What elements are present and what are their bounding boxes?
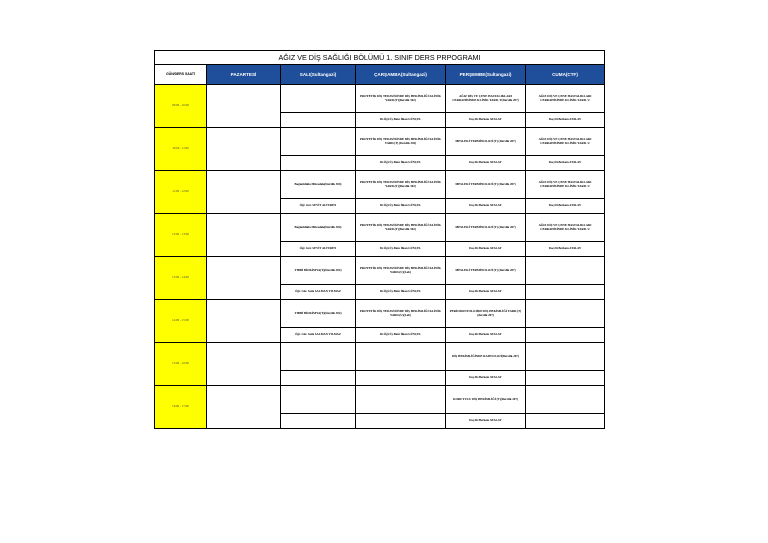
time-slot: 15:00 - 16:00 (155, 343, 207, 386)
instructor-cell: Doç.Dr.Berkem ATALAY (446, 285, 526, 300)
instructor-cell: Doç.Dr.Berkem ATALAY (446, 414, 526, 429)
monday-cell (207, 343, 281, 386)
time-slot: 09:00 - 10:00 (155, 85, 207, 128)
instructor-cell: Dr.Öğr.Üy.Batu İlkan GÜNÇEL (356, 328, 446, 343)
monday-cell (207, 257, 281, 300)
instructor-cell: Doç.Dr.Berkem ATALAY (446, 199, 526, 214)
header-row (155, 65, 605, 85)
header-thursday: PERŞEMBE(Sultangazi) (446, 65, 526, 85)
header-time: GÜN/DERS SAATİ (155, 65, 207, 85)
monday-cell (207, 386, 281, 429)
course-cell (356, 343, 446, 371)
table-row (155, 257, 605, 285)
header-tuesday: SALI(Sultangazi) (281, 65, 356, 85)
course-cell (281, 128, 356, 156)
instructor-cell (356, 414, 446, 429)
course-cell (526, 386, 605, 414)
course-cell: PROTETİK DİŞ TEDAVİSİNDE DİŞ HEKİMLİĞİ KLİNİK YARD.(T)(Derslik 302) (356, 171, 446, 199)
instructor-cell: Doç.Dr.Berkem ATALAY (526, 156, 605, 171)
course-cell (281, 343, 356, 371)
table-row (155, 386, 605, 414)
course-cell: AĞIZ DİŞ VE ÇENE HASTALIKLARI CERRAHİSİNDE KLİNİK YARD. U (526, 214, 605, 242)
time-slot: 16:00 - 17:00 (155, 386, 207, 429)
header-monday: PAZARTESİ (207, 65, 281, 85)
course-cell (526, 257, 605, 285)
instructor-cell (526, 371, 605, 386)
instructor-cell (526, 328, 605, 343)
page-title: AĞIZ VE DİŞ SAĞLIĞI BÖLÜMÜ 1. SINIF DERS PRPOGRAMI (155, 51, 605, 65)
course-cell: Bağımlılıkla Mücadele(Derslik 304) (281, 214, 356, 242)
instructor-cell: Doç.Dr.Berkem ATALAY (446, 328, 526, 343)
course-cell: AĞIZ DİŞ VE ÇENE HASTALIKLARI CERRAHİSİNDE KLİNİK YARD. T(Derslik 207) (446, 85, 526, 113)
table-row (155, 128, 605, 156)
instructor-cell (526, 285, 605, 300)
instructor-cell (281, 156, 356, 171)
instructor-cell: Dr.Öğr.Üy.Batu İlkan GÜNÇEL (356, 156, 446, 171)
instructor-cell: Doç.Dr.Berkem ATALAY (526, 199, 605, 214)
table-row (155, 214, 605, 242)
course-cell: MESLEKİ TERMİNOLOJİ (T) (Derslik 207) (446, 128, 526, 156)
instructor-cell: Doç.Dr.Berkem ATALAY (446, 113, 526, 128)
table-row (155, 300, 605, 328)
monday-cell (207, 214, 281, 257)
monday-cell (207, 128, 281, 171)
instructor-cell: Dr.Öğr.Üy.Batu İlkan GÜNÇEL (356, 242, 446, 257)
monday-cell (207, 171, 281, 214)
table-row (155, 343, 605, 371)
course-cell: KORUYUCU DİŞ HEKİMLİĞİ (T)(Derslik 207) (446, 386, 526, 414)
course-cell (526, 300, 605, 328)
table-row (155, 85, 605, 113)
course-cell: TIBBİ BİOKİMYA(T)(Derslik 304) (281, 300, 356, 328)
time-slot: 10:00 - 11:00 (155, 128, 207, 171)
instructor-cell: Dr.Öğr.Üy.Batu İlkan GÜNÇEL (356, 285, 446, 300)
time-slot: 13:00 - 14:00 (155, 257, 207, 300)
course-cell: PROTETİK DİŞ TEDAVİSİNDE DİŞ HEKİMLİĞİ KLİNİK YARD.(T)(Derslik 302) (356, 85, 446, 113)
instructor-cell (356, 371, 446, 386)
instructor-cell: Öğr. Gör. Seda SALMAN YILMAZ (281, 328, 356, 343)
time-slot: 11:00 - 12:00 (155, 171, 207, 214)
monday-cell (207, 300, 281, 343)
course-cell: MESLEKİ TERMİNOLOJİ (T) (Derslik 207) (446, 214, 526, 242)
instructor-cell: Doç.Dr.Berkem ATALAY (446, 156, 526, 171)
instructor-cell: Doç.Dr.Berkem ATALAY (446, 371, 526, 386)
time-slot: 14:00 - 15:00 (155, 300, 207, 343)
header-friday: CUMA(CTF) (526, 65, 605, 85)
course-cell: PROTETİK DİŞ TEDAVİSİNDE DİŞ HEKİMLİĞİ KLİNİK YARD.(U)(Lab) (356, 257, 446, 285)
instructor-cell: Dr.Öğr.Üy.Batu İlkan GÜNÇEL (356, 113, 446, 128)
instructor-cell (281, 371, 356, 386)
time-slot: 12:00 - 13:00 (155, 214, 207, 257)
instructor-cell: Öğr. Gör. Seda SALMAN YILMAZ (281, 285, 356, 300)
course-cell: PERİODONTOLOJİDE DİŞ HEKİMLİĞİ YARD.(T) (derslik 207) (446, 300, 526, 328)
course-cell: PROTETİK DİŞ TEDAVİSİNDE DİŞ HEKİMLİĞİ KLİNİK YARD.(U)(Lab) (356, 300, 446, 328)
instructor-cell: Öğr. Gör. SEVİT ALTUREN (281, 199, 356, 214)
course-cell: Bağımlılıkla Mücadele(Derslik 304) (281, 171, 356, 199)
course-cell (281, 85, 356, 113)
course-cell (281, 386, 356, 414)
instructor-cell: Öğr. Gör. SEVİT ALTUREN (281, 242, 356, 257)
instructor-cell: Dr.Öğr.Üy.Batu İlkan GÜNÇEL (356, 199, 446, 214)
instructor-cell (281, 414, 356, 429)
course-cell (356, 386, 446, 414)
course-cell: PROTETİK DİŞ TEDAVİSİNDE DİŞ HEKİMLİĞİ KLİNİK YARD.(T)(Derslik 302) (356, 214, 446, 242)
header-wednesday: ÇARŞAMBA(Sultangazi) (356, 65, 446, 85)
table-row (155, 171, 605, 199)
course-cell (526, 343, 605, 371)
course-cell: DİŞ HEKİMLİĞİNDE RADYOLOJİ(Derslik 207) (446, 343, 526, 371)
course-cell: PROTETİK DİŞ TEDAVİSİNDE DİŞ HEKİMLİĞİ KLİNİK YARD.(T) (Derslik 302) (356, 128, 446, 156)
course-cell: TIBBİ BİOKİMYA(T)(Derslik 304) (281, 257, 356, 285)
instructor-cell (281, 113, 356, 128)
instructor-cell (526, 414, 605, 429)
course-cell: MESLEKİ TERMİNOLOJİ (T) (Derslik 207) (446, 257, 526, 285)
instructor-cell: Doç.Dr.Berkem ATALAY (526, 242, 605, 257)
schedule-table (154, 50, 605, 429)
monday-cell (207, 85, 281, 128)
instructor-cell: Doç.Dr.Berkem ATALAY (526, 113, 605, 128)
course-cell: MESLEKİ TERMİNOLOJİ (T) (Derslik 207) (446, 171, 526, 199)
course-cell: AĞIZ DİŞ VE ÇENE HASTALIKLARI CERRAHİSİNDE KLİNİK YARD. U (526, 171, 605, 199)
instructor-cell: Doç.Dr.Berkem ATALAY (446, 242, 526, 257)
course-cell: AĞIZ DİŞ VE ÇENE HASTALIKLARI CERRAHİSİNDE KLİNİK YARD. U (526, 85, 605, 113)
course-cell: AĞIZ DİŞ VE ÇENE HASTALIKLARI CERRAHİSİNDE KLİNİK YARD. U (526, 128, 605, 156)
